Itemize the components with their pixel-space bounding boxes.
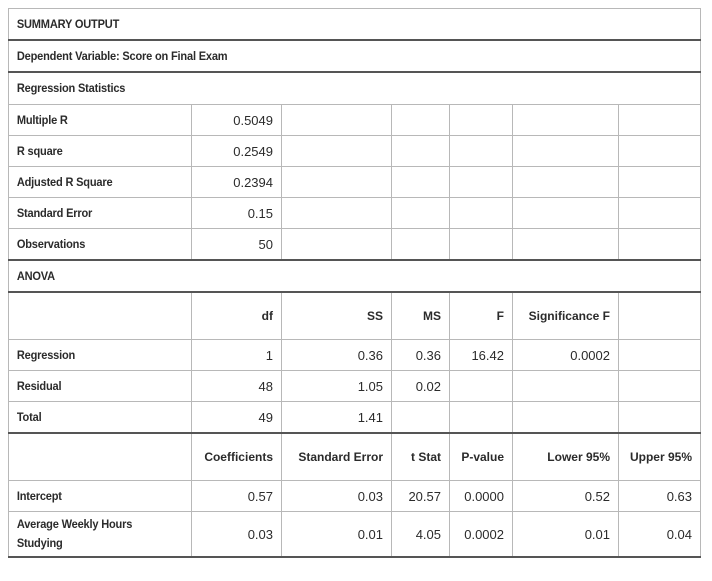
row-label: R square [9, 136, 177, 167]
cell-lower-95: 0.01 [513, 512, 619, 558]
section-heading: Regression Statistics [9, 72, 646, 105]
column-header-f: F [450, 292, 513, 340]
empty-cell [282, 229, 392, 261]
summary-output-table [8, 8, 701, 558]
table-row [9, 402, 701, 434]
row-label: Multiple R [9, 105, 177, 136]
cell-ss: 0.36 [282, 340, 392, 371]
row-label: Adjusted R Square [9, 167, 177, 198]
empty-cell [392, 105, 450, 136]
table-row [9, 340, 701, 371]
empty-cell [392, 136, 450, 167]
empty-cell [9, 433, 192, 481]
empty-cell [619, 402, 701, 434]
cell-ss: 1.41 [282, 402, 392, 434]
cell-p-value: 0.0002 [450, 512, 513, 558]
empty-cell [619, 167, 701, 198]
row-label: Regression [9, 340, 177, 371]
table-row [9, 198, 701, 229]
empty-cell [9, 292, 192, 340]
column-header-p-value: P-value [450, 433, 513, 481]
regression-statistics-heading-row [9, 72, 701, 105]
cell-p-value: 0.0000 [450, 481, 513, 512]
empty-cell [450, 198, 513, 229]
cell-value: 0.2549 [192, 136, 282, 167]
table-row [9, 136, 701, 167]
empty-cell [450, 167, 513, 198]
cell-value: 0.5049 [192, 105, 282, 136]
table-row [9, 167, 701, 198]
empty-cell [513, 198, 619, 229]
cell-df: 48 [192, 371, 282, 402]
cell-f [450, 371, 513, 402]
empty-cell [513, 105, 619, 136]
cell-lower-95: 0.52 [513, 481, 619, 512]
cell-upper-95: 0.63 [619, 481, 701, 512]
empty-cell [619, 105, 701, 136]
empty-cell [619, 292, 701, 340]
cell-significance-f [513, 402, 619, 434]
row-label: Average Weekly Hours Studying [9, 512, 177, 558]
cell-upper-95: 0.04 [619, 512, 701, 558]
table-row [9, 481, 701, 512]
empty-cell [619, 371, 701, 402]
column-header-coefficients: Coefficients [192, 433, 282, 481]
empty-cell [513, 167, 619, 198]
empty-cell [392, 198, 450, 229]
empty-cell [282, 198, 392, 229]
cell-standard-error: 0.03 [282, 481, 392, 512]
empty-cell [392, 229, 450, 261]
cell-df: 1 [192, 340, 282, 371]
row-label: Observations [9, 229, 177, 261]
empty-cell [282, 167, 392, 198]
table-row [9, 229, 701, 261]
cell-standard-error: 0.01 [282, 512, 392, 558]
empty-cell [513, 136, 619, 167]
column-header-ms: MS [392, 292, 450, 340]
cell-ms: 0.36 [392, 340, 450, 371]
cell-coefficients: 0.57 [192, 481, 282, 512]
cell-df: 49 [192, 402, 282, 434]
cell-ms: 0.02 [392, 371, 450, 402]
cell-f: 16.42 [450, 340, 513, 371]
column-header-lower-95: Lower 95% [513, 433, 619, 481]
anova-heading-row [9, 260, 701, 292]
cell-ss: 1.05 [282, 371, 392, 402]
title-row [9, 9, 701, 41]
dependent-variable-label: Dependent Variable: Score on Final Exam [9, 40, 646, 72]
empty-cell [450, 229, 513, 261]
column-header-significance-f: Significance F [513, 292, 619, 340]
table-row [9, 512, 701, 558]
coefficients-header-row [9, 433, 701, 481]
dependent-variable-row [9, 40, 701, 72]
cell-coefficients: 0.03 [192, 512, 282, 558]
empty-cell [282, 105, 392, 136]
row-label: Total [9, 402, 177, 434]
cell-value: 0.2394 [192, 167, 282, 198]
cell-t-stat: 4.05 [392, 512, 450, 558]
empty-cell [513, 229, 619, 261]
summary-output-table-wrap [8, 8, 701, 558]
column-header-t-stat: t Stat [392, 433, 450, 481]
cell-significance-f: 0.0002 [513, 340, 619, 371]
row-label: Intercept [9, 481, 177, 512]
empty-cell [619, 229, 701, 261]
column-header-df: df [192, 292, 282, 340]
empty-cell [282, 136, 392, 167]
empty-cell [450, 105, 513, 136]
column-header-standard-error: Standard Error [282, 433, 392, 481]
row-label: Residual [9, 371, 177, 402]
row-label: Standard Error [9, 198, 177, 229]
column-header-upper-95: Upper 95% [619, 433, 701, 481]
section-heading: ANOVA [9, 260, 646, 292]
cell-t-stat: 20.57 [392, 481, 450, 512]
cell-significance-f [513, 371, 619, 402]
empty-cell [619, 340, 701, 371]
cell-value: 50 [192, 229, 282, 261]
empty-cell [450, 136, 513, 167]
cell-value: 0.15 [192, 198, 282, 229]
anova-header-row [9, 292, 701, 340]
cell-f [450, 402, 513, 434]
table-row [9, 105, 701, 136]
page-title: SUMMARY OUTPUT [9, 9, 646, 41]
empty-cell [619, 136, 701, 167]
column-header-ss: SS [282, 292, 392, 340]
cell-ms [392, 402, 450, 434]
empty-cell [619, 198, 701, 229]
empty-cell [392, 167, 450, 198]
table-row [9, 371, 701, 402]
